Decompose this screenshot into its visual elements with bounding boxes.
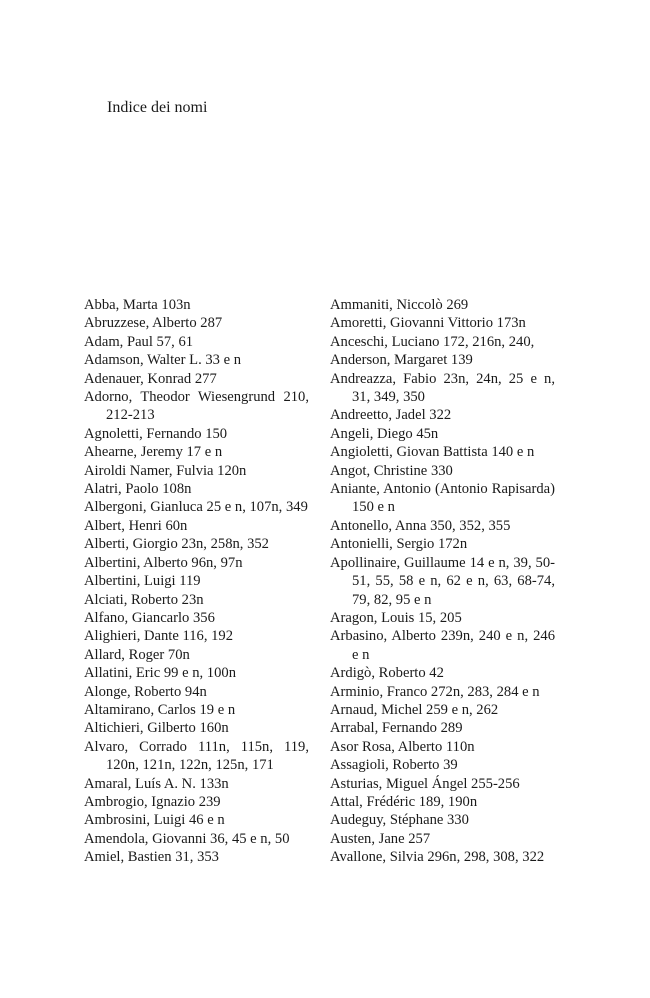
- index-entry: Agnoletti, Fernando 150: [84, 425, 228, 442]
- index-entry: Ambrosini, Luigi 46 e n: [84, 812, 225, 829]
- index-entry: Anceschi, Luciano 172, 216n, 240,: [330, 333, 535, 350]
- index-entry: Alberti, Giorgio 23n, 258n, 352: [84, 536, 269, 553]
- index-entry: Alighieri, Dante 116, 192: [84, 628, 234, 645]
- index-entry: Alonge, Roberto 94n: [84, 683, 207, 700]
- index-entry: Ammaniti, Niccolò 269: [330, 297, 469, 313]
- index-entry: Arbasino, Alberto 239n, 240 e n, 246 e n: [330, 628, 555, 663]
- index-entry: Allard, Roger 70n: [84, 646, 190, 663]
- index-entry: Apollinaire, Guillaume 14 e n, 39, 50-51, 55, 58 e n, 62 e n, 63, 68-74, 79, 82, 95 e n: [330, 554, 555, 608]
- index-entry: Altamirano, Carlos 19 e n: [84, 701, 236, 718]
- index-entry: Amoretti, Giovanni Vittorio 173n: [330, 315, 526, 332]
- index-entry: Airoldi Namer, Fulvia 120n: [84, 462, 247, 479]
- index-entry: Amaral, Luís A. N. 133n: [84, 775, 229, 792]
- index-entry: Abruzzese, Alberto 287: [84, 315, 223, 332]
- index-entry: Andreazza, Fabio 23n, 24n, 25 e n, 31, 349, 350: [330, 370, 555, 406]
- index-entry: Allatini, Eric 99 e n, 100n: [84, 665, 236, 682]
- index-entry: Adenauer, Konrad 277: [84, 370, 217, 387]
- index-entry: Attal, Frédéric 189, 190n: [330, 793, 478, 810]
- index-entry: Amendola, Giovanni 36, 45 e n, 50: [84, 830, 290, 847]
- page-title: Indice dei nomi: [107, 99, 208, 116]
- index-entry: Austen, Jane 257: [330, 830, 431, 847]
- index-entry: Antonielli, Sergio 172n: [330, 536, 468, 553]
- index-entry: Angioletti, Giovan Battista 140 e n: [330, 444, 535, 461]
- index-entry: Adamson, Walter L. 33 e n: [84, 352, 242, 369]
- index-entry: Anderson, Margaret 139: [330, 352, 473, 369]
- index-entry: Asturias, Miguel Ángel 255-256: [330, 775, 520, 792]
- index-entry: Amiel, Bastien 31, 353: [84, 849, 219, 866]
- index-entry: Aniante, Antonio (Antonio Rapisarda) 150 e n: [330, 481, 555, 516]
- index-entry: Ahearne, Jeremy 17 e n: [84, 444, 223, 461]
- index-entry: Altichieri, Gilberto 160n: [84, 720, 229, 737]
- index-column-left: [84, 296, 309, 867]
- index-entry: Assagioli, Roberto 39: [330, 757, 458, 774]
- index-entry: Avallone, Silvia 296n, 298, 308, 322: [330, 849, 545, 866]
- index-entry: Aragon, Louis 15, 205: [330, 609, 462, 626]
- index-entry: Angeli, Diego 45n: [330, 425, 439, 442]
- index-entry: Abba, Marta 103n: [84, 297, 191, 313]
- index-entry: Alatri, Paolo 108n: [84, 481, 192, 498]
- index-entry: Ardigò, Roberto 42: [330, 665, 444, 682]
- index-entry: Angot, Christine 330: [330, 462, 453, 479]
- index-entry: Albertini, Alberto 96n, 97n: [84, 554, 243, 571]
- index-entry: Asor Rosa, Alberto 110n: [330, 738, 475, 755]
- index-entry: Arminio, Franco 272n, 283, 284 e n: [330, 683, 540, 700]
- index-entry: Antonello, Anna 350, 352, 355: [330, 517, 511, 534]
- index-entry: Ambrogio, Ignazio 239: [84, 793, 221, 810]
- index-entry: Albertini, Luigi 119: [84, 573, 201, 590]
- index-entry: Arrabal, Fernando 289: [330, 720, 463, 737]
- index-column-right: [330, 296, 555, 867]
- index-entry: Audeguy, Stéphane 330: [330, 812, 469, 829]
- index-entry: Alciati, Roberto 23n: [84, 591, 204, 608]
- index-entry: Adorno, Theodor Wiesengrund 210, 212-213: [84, 389, 309, 424]
- index-entry: Albergoni, Gianluca 25 e n, 107n, 349: [84, 499, 308, 516]
- index-entry: Alfano, Giancarlo 356: [84, 609, 215, 626]
- index-entry: Adam, Paul 57, 61: [84, 333, 194, 350]
- index-entry: Alvaro, Corrado 111n, 115n, 119, 120n, 121n, 122n, 125n, 171: [84, 738, 309, 774]
- index-entry: Arnaud, Michel 259 e n, 262: [330, 701, 499, 718]
- index-entry: Albert, Henri 60n: [84, 517, 188, 534]
- index-entry: Andreetto, Jadel 322: [330, 407, 452, 424]
